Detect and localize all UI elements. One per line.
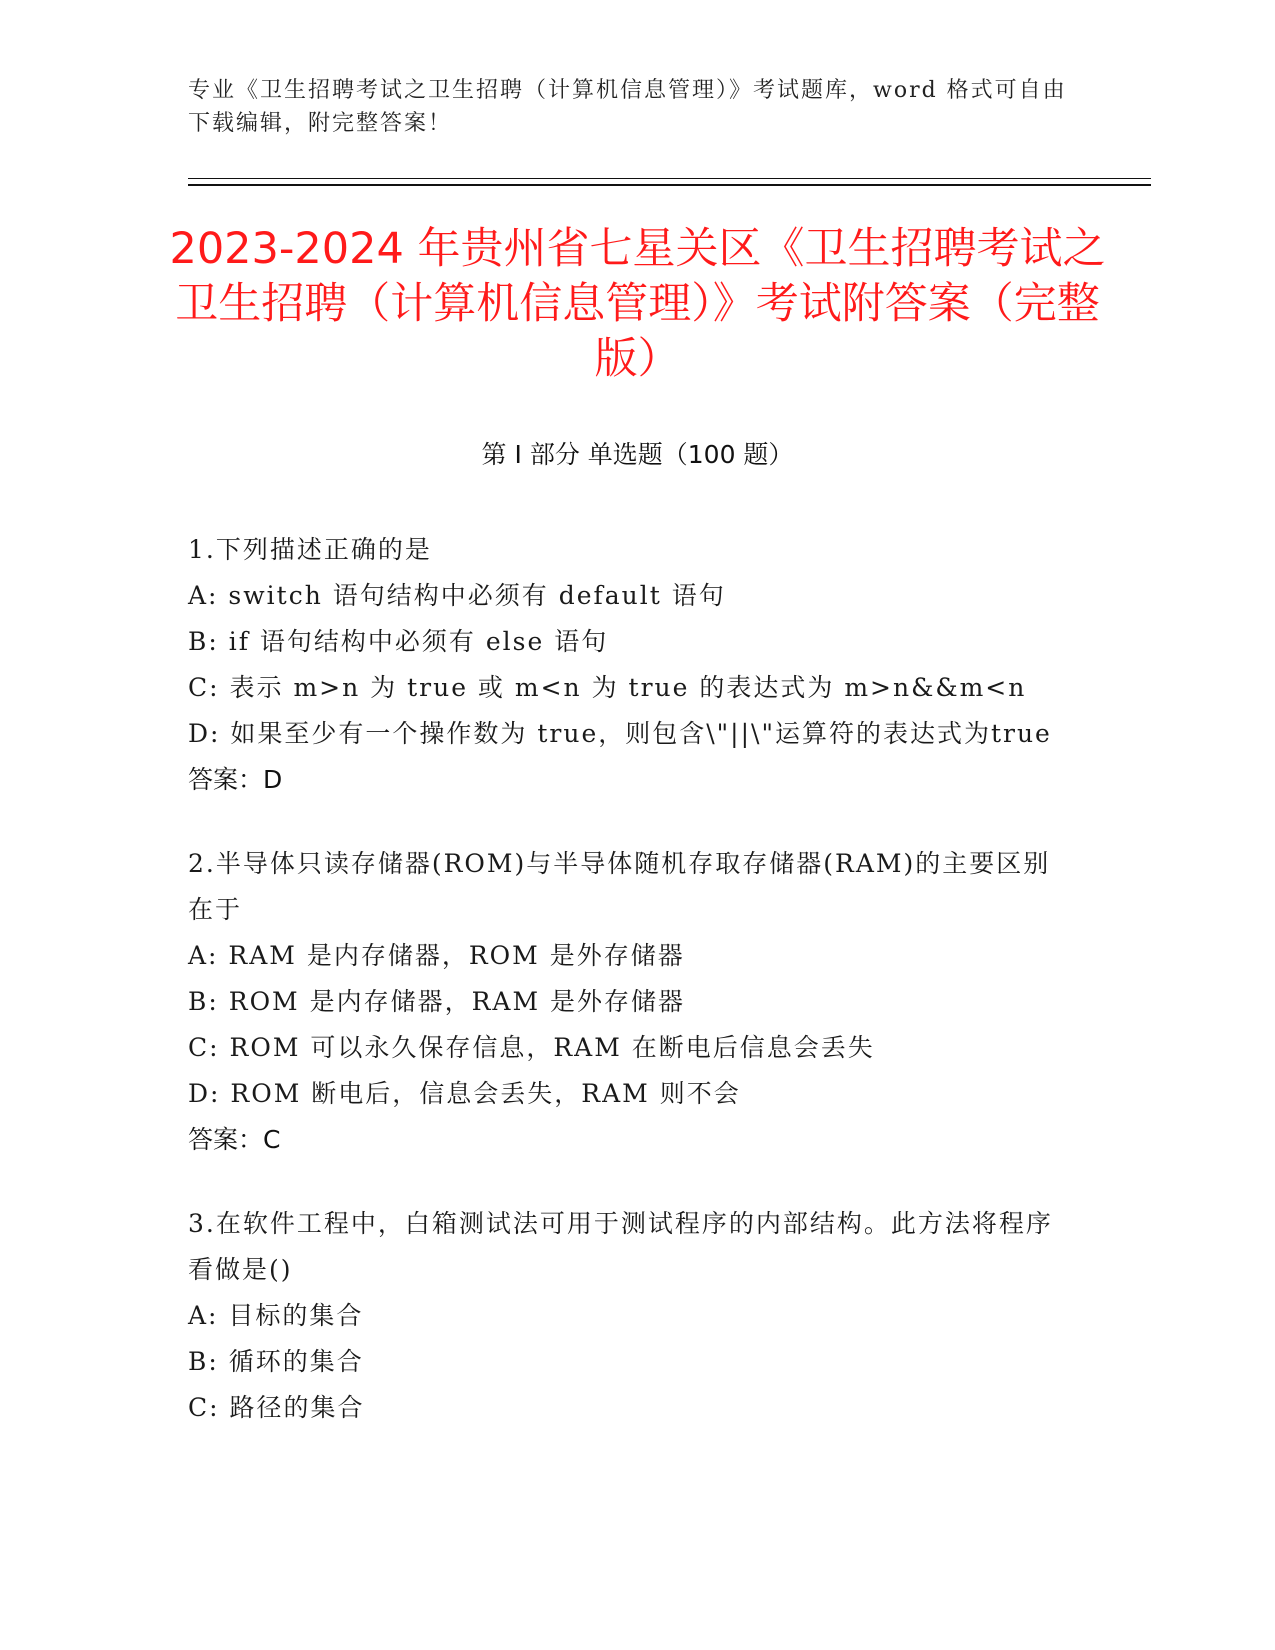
answer-label: 答案：C <box>188 1125 281 1154</box>
question-3 <box>188 1201 1068 1431</box>
option-d: D: 如果至少有一个操作数为 true，则包含\"||\"运算符的表达式为true <box>188 719 1052 748</box>
question-2 <box>188 841 1068 1163</box>
option-b: B: 循环的集合 <box>188 1347 364 1376</box>
header-note: 专业《卫生招聘考试之卫生招聘（计算机信息管理）》考试题库，word 格式可自由下载编辑，附完整答案！ <box>188 78 1067 136</box>
header-divider-thick <box>188 184 1151 186</box>
option-b: B: if 语句结构中必须有 else 语句 <box>188 627 609 656</box>
question-stem: 2.半导体只读存储器(ROM)与半导体随机存取存储器(RAM)的主要区别在于 <box>188 849 1051 924</box>
option-a: A: switch 语句结构中必须有 default 语句 <box>188 581 726 610</box>
option-d: D: ROM 断电后，信息会丢失，RAM 则不会 <box>188 1079 741 1108</box>
answer-label: 答案：D <box>188 765 283 794</box>
header-divider-thin <box>188 178 1151 179</box>
section-title: 第 I 部分 单选题（100 题） <box>481 440 794 469</box>
option-c: C: 表示 m>n 为 true 或 m<n 为 true 的表达式为 m>n&&m<n <box>188 673 1027 702</box>
option-c: C: 路径的集合 <box>188 1393 365 1422</box>
option-c: C: ROM 可以永久保存信息，RAM 在断电后信息会丢失 <box>188 1033 875 1062</box>
question-1 <box>188 527 1068 803</box>
question-stem: 1.下列描述正确的是 <box>188 535 432 564</box>
question-list <box>188 527 1068 1469</box>
option-a: A: 目标的集合 <box>188 1301 364 1330</box>
option-a: A: RAM 是内存储器，ROM 是外存储器 <box>188 941 685 970</box>
document-title: 2023-2024 年贵州省七星关区《卫生招聘考试之卫生招聘（计算机信息管理）》考试附答案（完整版） <box>169 224 1106 384</box>
question-stem: 3.在软件工程中，白箱测试法可用于测试程序的内部结构。此方法将程序看做是() <box>188 1209 1053 1284</box>
option-b: B: ROM 是内存储器，RAM 是外存储器 <box>188 987 686 1016</box>
